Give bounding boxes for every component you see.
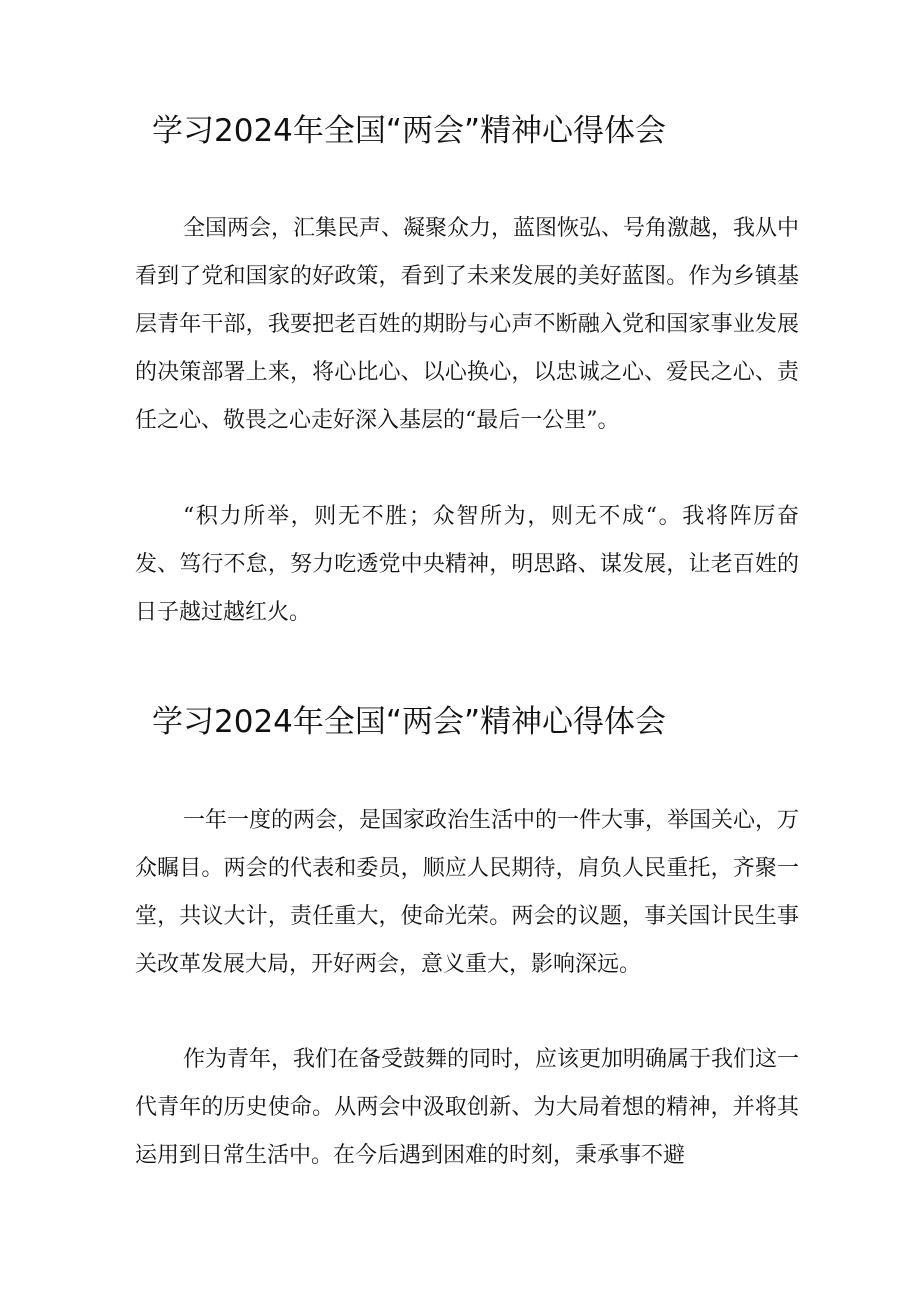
article-2-paragraph-2: 作为青年，我们在备受鼓舞的同时，应该更加明确属于我们这一代青年的历史使命。从两会中汲取创新、为大局着想的精神，并将其运用到日常生活中。在今后遇到困难的时刻，秉承事不避: [135, 1047, 800, 1168]
article-1-paragraph-1: 全国两会，汇集民声、凝聚众力，蓝图恢弘、号角激越，我从中看到了党和国家的好政策，看到了未来发展的美好蓝图。作为乡镇基层青年干部，我要把老百姓的期盼与心声不断融入党和国家事业发展的决策部署上来，将心比心、以心换心，以忠诚之心、爱民之心、责任之心、敬畏之心走好深入基层的“最后一公里”。: [135, 216, 800, 433]
article-1-paragraph-2: “积力所举，则无不胜；众智所为，则无不成“。我将阵厉奋发、笃行不怠，努力吃透党中央精神，明思路、谋发展，让老百姓的日子越过越红火。: [135, 504, 799, 625]
article-2-paragraph-1: 一年一度的两会，是国家政治生活中的一件大事，举国关心，万众瞩目。两会的代表和委员，顺应人民期待，肩负人民重托，齐聚一堂，共议大计，责任重大，使命光荣。两会的议题，事关国计民生事关改革发展大局，开好两会，意义重大，影响深远。: [135, 808, 800, 977]
article-2-title: 学习2024年全国“两会”精神心得体会: [152, 704, 667, 740]
article-1-title: 学习2024年全国“两会”精神心得体会: [152, 113, 667, 149]
